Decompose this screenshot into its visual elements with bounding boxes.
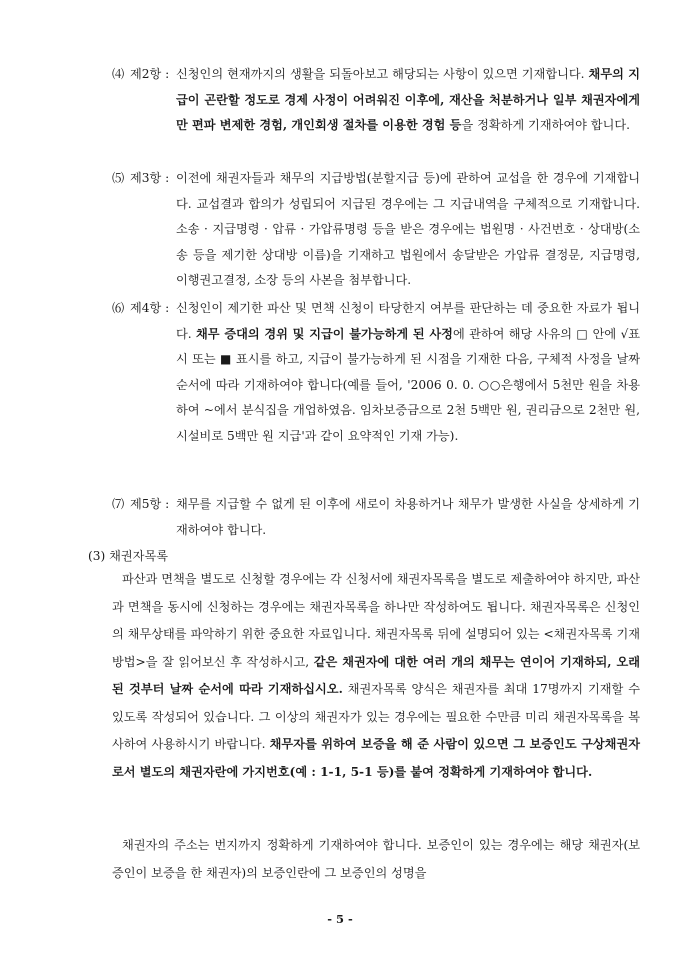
text-segment: 파산과 면책을 별도로 신청할 경우에는 각 신청서에 채권자목록을 별도로 제출하여야 하지만, 파산과 면책을 동시에 신청하는 경우에는 채권자목록을 하나만 작성하여도 됩니다. 채권자목록은 신청인의 채무상태를 파악하기 위한 중요한 자료입니다. 채권자목록 뒤에 설명되어 있는 <채권자목록 기재방법>을 잘 읽어보신 후 작성하시고, <box>112 572 640 669</box>
clause-item-3 <box>112 166 640 294</box>
clause-item-5 <box>112 492 640 543</box>
clause-marker: ⑸ <box>112 171 125 185</box>
clause-label: 제5항 : <box>130 497 170 511</box>
clause-marker: ⑹ <box>112 301 125 315</box>
text-segment: 을 정확하게 기재하여야 합니다. <box>461 118 630 132</box>
symbol-glyph: ■ <box>219 352 232 366</box>
symbol-glyph: □ <box>576 326 589 341</box>
text-segment: 표시 또는 <box>176 326 640 366</box>
page-number: - 5 - <box>327 912 353 926</box>
text-segment: 에 관하여 해당 사유의 <box>452 326 577 341</box>
text-segment: 표시를 하고, 지급이 불가능하게 된 시점을 기재한 다음, 구체적 사정을 날짜 순서에 따라 기재하여야 합니다(예를 들어, '2006 0. 0. ○○은행에서 5천만 원을 차용하여 ~에서 분식집을 개업하였음. 임차보증금으로 2천 5백만 원, 권리금으로 2천만 원, 시설비로 5백만 원 지급'과 같이 요약적인 기재 가능). <box>176 352 641 443</box>
section-heading: (3) 채권자목록 <box>88 549 169 563</box>
clause-label: 제2항 : <box>130 67 170 81</box>
bold-text-segment: 채무 증대의 경위 및 지급이 불가능하게 된 사정 <box>196 326 453 341</box>
clause-text <box>176 62 640 139</box>
clause-label: 제3항 : <box>130 171 170 185</box>
symbol-glyph: √ <box>620 326 629 341</box>
clause-item-4 <box>112 296 640 449</box>
text-segment: 안에 <box>588 326 621 341</box>
clause-marker: ⑺ <box>112 497 125 511</box>
bold-text-segment: 채무의 지급이 곤란할 정도로 경제 사정이 어려워진 이후에, 재산을 처분하거나 일부 채권자에게만 편파 변제한 경험, 개인회생 절차를 이용한 경험 등 <box>176 67 640 132</box>
clause-text <box>176 492 640 543</box>
paragraph-creditor-address <box>112 832 640 887</box>
clause-label: 제4항 : <box>130 301 170 315</box>
bold-text-segment: 같은 채권자에 대한 여러 개의 채무는 연이어 기재하되, 오래된 것부터 날짜 순서에 따라 기재하십시오. <box>112 654 640 696</box>
clause-text <box>176 296 640 449</box>
paragraph-creditor-list <box>112 566 640 786</box>
text-segment: 신청인이 제기한 파산 및 면책 신청이 타당한지 여부를 판단하는 데 중요한 자료가 됩니다. <box>176 301 640 341</box>
text-segment: 신청인의 현재까지의 생활을 되돌아보고 해당되는 사항이 있으면 기재합니다. <box>176 67 589 81</box>
text-segment: 채무를 지급할 수 없게 된 이후에 새로이 차용하거나 채무가 발생한 사실을 상세하게 기재하여야 합니다. <box>176 497 640 537</box>
clause-item-2 <box>112 62 640 139</box>
clause-marker: ⑷ <box>112 67 125 81</box>
text-segment: 채권자의 주소는 번지까지 정확하게 기재하여야 합니다. 보증인이 있는 경우에는 해당 채권자(보증인이 보증을 한 채권자)의 보증인란에 그 보증인의 성명을 <box>112 838 640 880</box>
text-segment: 채권자목록 양식은 채권자를 최대 17명까지 기재할 수 있도록 작성되어 있습니다. 그 이상의 채권자가 있는 경우에는 필요한 수만큼 미리 채권자목록을 복사하여 사용하시기 바랍니다. <box>112 682 640 751</box>
text-segment: 이전에 채권자들과 채무의 지급방법(분할지급 등)에 관하여 교섭을 한 경우에 기재합니다. 교섭결과 합의가 성립되어 지급된 경우에는 그 지급내역을 구체적으로 기재합니다. 소송 · 지급명령 · 압류 · 가압류명령 등을 받은 경우에는 법원명 · 사건번호 · 상대방(소송 등을 제기한 상대방 이름)을 기재하고 법원에서 송달받은 가압류 결정문, 지급명령, 이행권고결정, 소장 등의 사본을 첨부합니다. <box>176 171 640 287</box>
bold-text-segment: 채무자를 위하여 보증을 해 준 사람이 있으면 그 보증인도 구상채권자로서 별도의 채권자란에 가지번호(예 : 1-1, 5-1 등)를 붙여 정확하게 기재하여야 합니다. <box>112 737 640 779</box>
clause-text <box>176 166 640 294</box>
